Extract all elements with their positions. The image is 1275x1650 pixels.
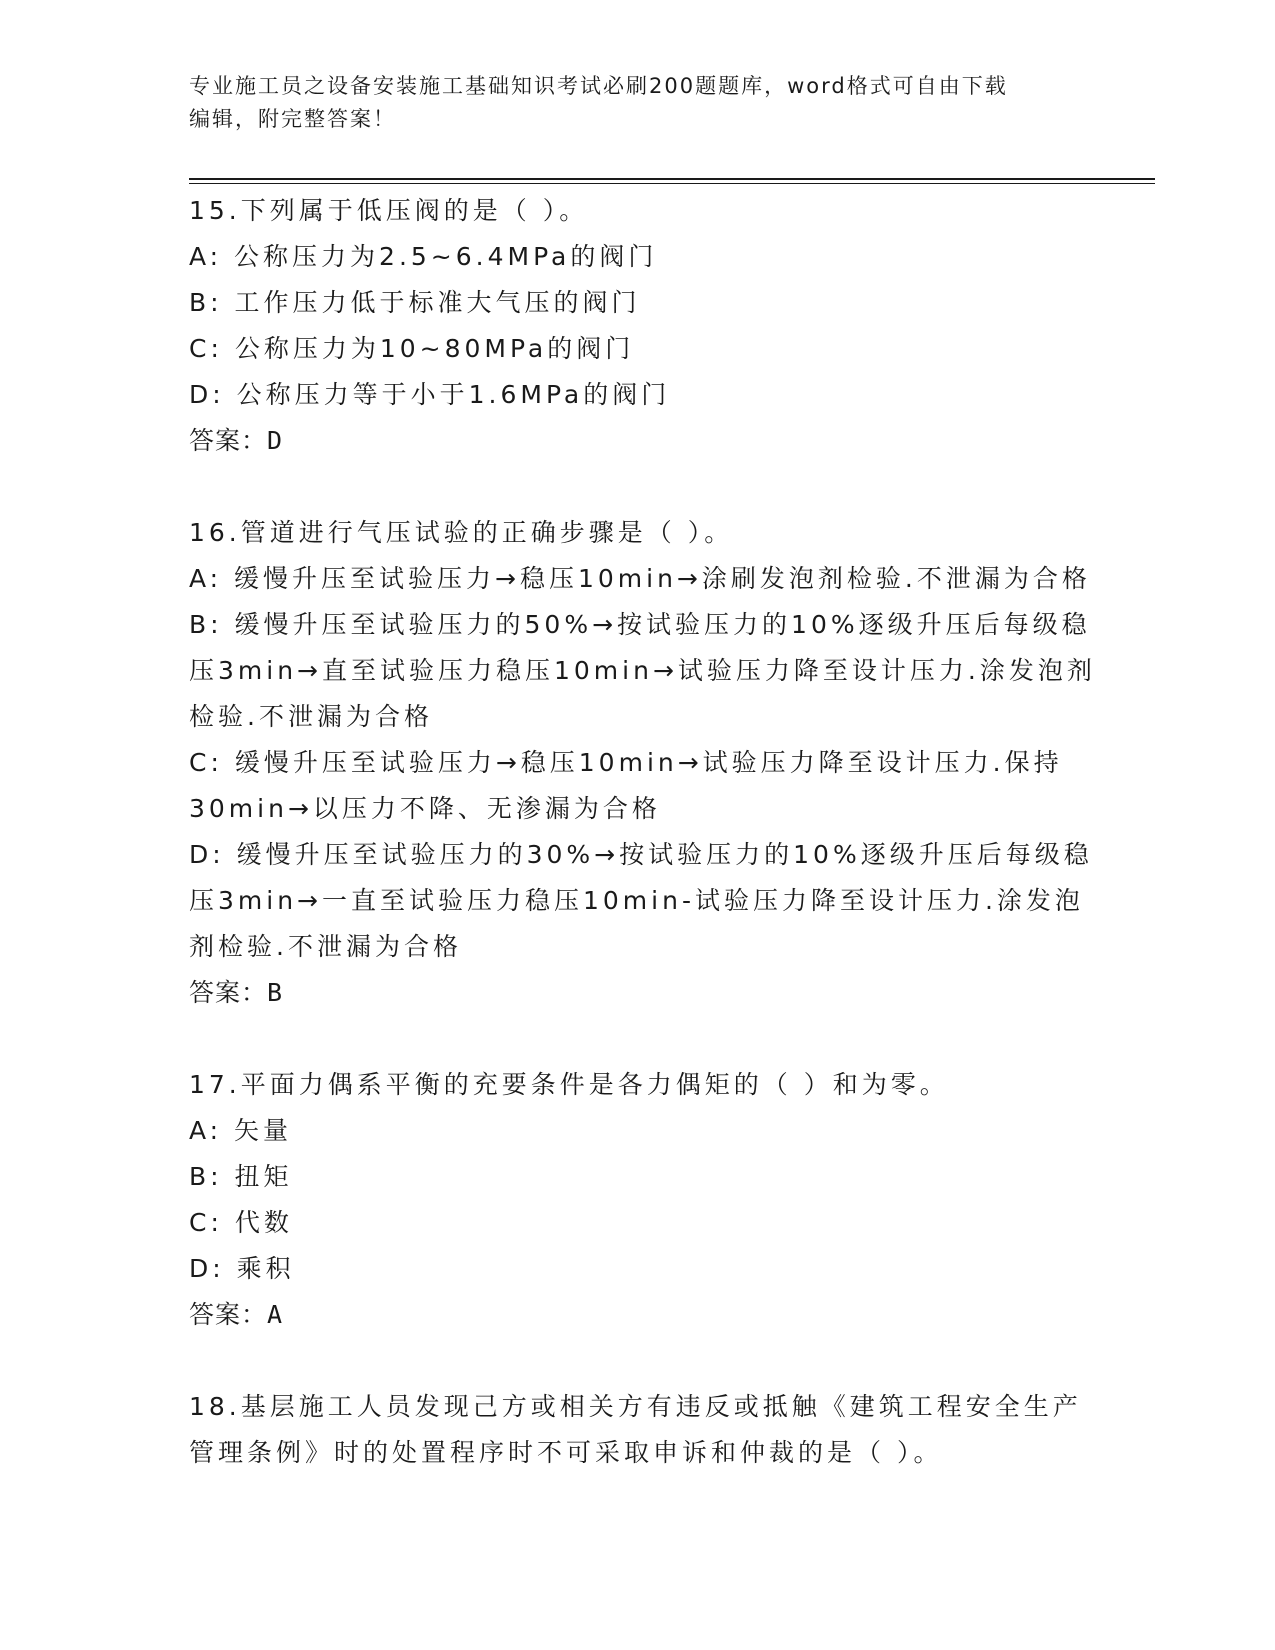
answer-option: 剂检验.不泄漏为合格 — [189, 932, 462, 961]
answer-option: B: 扭矩 — [189, 1162, 293, 1191]
answer-option: 压3min→一直至试验压力稳压10min-试验压力降至设计压力.涂发泡 — [189, 886, 1084, 915]
question-stem: 17.平面力偶系平衡的充要条件是各力偶矩的（ ）和为零。 — [189, 1070, 949, 1099]
question-list — [189, 188, 1096, 1476]
question-stem: 16.管道进行气压试验的正确步骤是（ ）。 — [189, 518, 734, 547]
answer-option: 30min→以压力不降、无渗漏为合格 — [189, 794, 661, 823]
question-stem: 18.基层施工人员发现己方或相关方有违反或抵触《建筑工程安全生产 — [189, 1392, 1082, 1421]
answer-option: C: 代数 — [189, 1208, 293, 1237]
answer-option: B: 工作压力低于标准大气压的阀门 — [189, 288, 641, 317]
answer-option: D: 公称压力等于小于1.6MPa的阀门 — [189, 380, 671, 409]
question-block — [189, 1062, 1089, 1338]
header-line-1: 专业施工员之设备安装施工基础知识考试必刷200题题库，word格式可自由下载 — [189, 74, 1008, 98]
question-block — [189, 510, 1096, 1016]
question-block — [189, 1384, 1089, 1476]
answer-option: C: 公称压力为10~80MPa的阀门 — [189, 334, 635, 363]
answer-key: 答案：A — [189, 1300, 284, 1329]
header-divider-thin — [189, 183, 1155, 184]
header-line-2: 编辑，附完整答案！ — [189, 107, 396, 131]
question-block — [189, 188, 1089, 464]
answer-option: 压3min→直至试验压力稳压10min→试验压力降至设计压力.涂发泡剂 — [189, 656, 1096, 685]
answer-option: D: 缓慢升压至试验压力的30%→按试验压力的10%逐级升压后每级稳 — [189, 840, 1093, 869]
header-divider-thick — [189, 178, 1155, 180]
answer-option: D: 乘积 — [189, 1254, 295, 1283]
answer-key: 答案：B — [189, 978, 284, 1007]
answer-option: B: 缓慢升压至试验压力的50%→按试验压力的10%逐级升压后每级稳 — [189, 610, 1091, 639]
question-spacer — [189, 1338, 1089, 1384]
question-spacer — [189, 464, 1089, 510]
question-stem: 管理条例》时的处置程序时不可采取申诉和仲裁的是（ ）。 — [189, 1438, 943, 1467]
answer-option: 检验.不泄漏为合格 — [189, 702, 433, 731]
answer-option: A: 公称压力为2.5~6.4MPa的阀门 — [189, 242, 658, 271]
answer-key: 答案：D — [189, 426, 284, 455]
question-stem: 15.下列属于低压阀的是（ ）。 — [189, 196, 589, 225]
document-header — [189, 70, 1089, 136]
answer-option: C: 缓慢升压至试验压力→稳压10min→试验压力降至设计压力.保持 — [189, 748, 1063, 777]
question-spacer — [189, 1016, 1089, 1062]
answer-option: A: 矢量 — [189, 1116, 293, 1145]
answer-option: A: 缓慢升压至试验压力→稳压10min→涂刷发泡剂检验.不泄漏为合格 — [189, 564, 1091, 593]
